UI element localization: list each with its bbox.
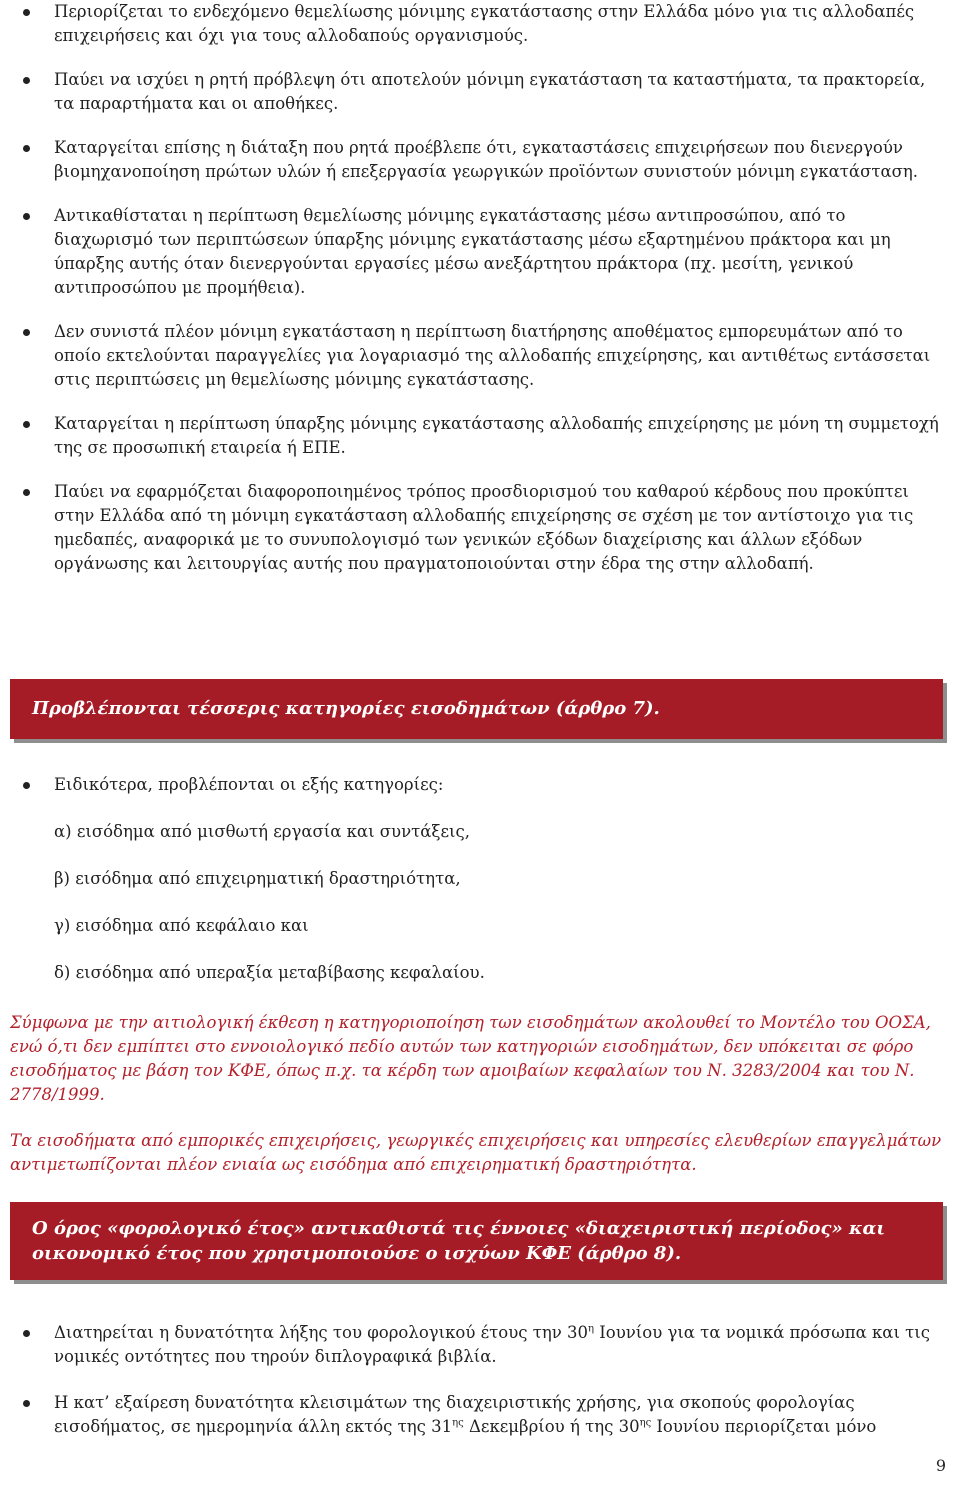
- superscript: ης: [452, 1417, 464, 1429]
- bullet-item: Δεν συνιστά πλέον μόνιμη εγκατάσταση η περίπτωση διατήρησης αποθέματος εμπορευμάτων από το οποίο εκτελούνται παραγγελίες για λογαριασμό της αλλοδαπής επιχείρησης, και αντιθέτως εντάσσεται στις περιπτώσεις μη θεμελίωσης μόνιμης εγκατάστασης.: [0, 320, 960, 392]
- text-run: Διατηρείται η δυνατότητα λήξης του φορολογικού έτους την 30: [54, 1323, 589, 1342]
- text-run: Ιουνίου για τα νομικά πρόσωπα και τις νομικές οντότητες που τηρούν διπλογραφικά βιβλία.: [54, 1323, 930, 1366]
- category-item: δ) εισόδημα από υπεραξία μεταβίβασης κεφαλαίου.: [54, 963, 485, 982]
- bullet-item: Περιορίζεται το ενδεχόμενο θεμελίωσης μόνιμης εγκατάστασης στην Ελλάδα μόνο για τις αλλοδαπές επιχειρήσεις και όχι για τους αλλοδαπούς οργανισμούς.: [0, 0, 960, 48]
- page-number: 9: [935, 1456, 946, 1475]
- bullet-item: Καταργείται επίσης η διάταξη που ρητά προέβλεπε ότι, εγκαταστάσεις επιχειρήσεων που διενεργούν βιομηχανοποίηση πρώτων υλών ή επεξεργασία γεωργικών προϊόντων συνιστούν μόνιμη εγκατάσταση.: [0, 136, 960, 184]
- bullet-item: Αντικαθίσταται η περίπτωση θεμελίωσης μόνιμης εγκατάστασης μέσω αντιπροσώπου, από το διαχωρισμό των περιπτώσεων ύπαρξης μόνιμης εγκατάστασης μέσω εξαρτημένου πράκτορα και μη ύπαρξης αυτής όταν διενεργούνται εργασίες μέσω ανεξάρτητου πράκτορα (πχ. μεσίτη, γενικού αντιπροσώπου με προμήθεια).: [0, 204, 960, 300]
- category-item: α) εισόδημα από μισθωτή εργασία και συντάξεις,: [54, 822, 470, 841]
- bullet-item: Καταργείται η περίπτωση ύπαρξης μόνιμης εγκατάστασης αλλοδαπής επιχείρησης με μόνη τη συμμετοχή της σε προσωπική εταιρεία ή ΕΠΕ.: [0, 412, 960, 460]
- text-run: Ιουνίου περιορίζεται μόνο: [651, 1417, 877, 1436]
- section-banner-income-categories: [10, 679, 943, 739]
- bullet-item: [0, 1321, 960, 1369]
- banner-text: Ο όρος «φορολογικό έτος» αντικαθιστά τις έννοιες «διαχειριστική περίοδος» και οικονομικό έτος που χρησιμοποιούσε ο ισχύων ΚΦΕ (άρθρο 8).: [32, 1218, 886, 1264]
- income-categories-block: [0, 773, 960, 985]
- text-run: Η κατ’ εξαίρεση δυνατότητα κλεισιμάτων της διαχειριστικής χρήσης, για σκοπούς φορολογίας εισοδήματος, σε ημερομηνία άλλη εκτός της 31: [54, 1393, 855, 1436]
- section-banner-tax-year: [10, 1202, 943, 1280]
- bullet-item: [0, 1391, 960, 1439]
- bullet-list-tax-year: [0, 1321, 960, 1461]
- banner-text: Προβλέπονται τέσσερις κατηγορίες εισοδημάτων (άρθρο 7).: [32, 698, 660, 719]
- bullet-list-permanent-establishment: [0, 0, 960, 596]
- oecd-note-paragraph: Σύμφωνα με την αιτιολογική έκθεση η κατηγοριοποίηση των εισοδημάτων ακολουθεί το Μοντέλο του ΟΟΣΑ, ενώ ό,τι δεν εμπίπτει στο εννοιολογικό πεδίο αυτών των κατηγοριών εισοδημάτων, δεν υπόκειται σε φόρο εισοδήματος με βάση τον ΚΦΕ, όπως π.χ. τα κέρδη των αμοιβαίων κεφαλαίων του Ν. 3283/2004 και του Ν. 2778/1999.: [10, 1013, 931, 1104]
- business-income-note-paragraph: Τα εισοδήματα από εμπορικές επιχειρήσεις, γεωργικές επιχειρήσεις και υπηρεσίες ελευθερίων επαγγελμάτων αντιμετωπίζονται πλέον ενιαία ως εισόδημα από επιχειρηματική δραστηριότητα.: [10, 1131, 942, 1174]
- bullet-item: Παύει να εφαρμόζεται διαφοροποιημένος τρόπος προσδιορισμού του καθαρού κέρδους που προκύπτει στην Ελλάδα από τη μόνιμη εγκατάσταση αλλοδαπής επιχείρησης σε σχέση με τον αντίστοιχο για τις ημεδαπές, αναφορικά με το συνυπολογισμό των γενικών εξόδων διαχείρισης και άλλων εξόδων οργάνωσης και λειτουργίας αυτής που πραγματοποιούνται στην έδρα της στην αλλοδαπή.: [0, 480, 960, 576]
- categories-intro: Ειδικότερα, προβλέπονται οι εξής κατηγορίες:: [0, 773, 960, 797]
- bullet-item: Παύει να ισχύει η ρητή πρόβλεψη ότι αποτελούν μόνιμη εγκατάσταση τα καταστήματα, τα πρακτορεία, τα παραρτήματα και οι αποθήκες.: [0, 68, 960, 116]
- superscript: η: [588, 1323, 595, 1335]
- text-run: Δεκεμβρίου ή της 30: [463, 1417, 640, 1436]
- superscript: ης: [639, 1417, 652, 1429]
- category-item: γ) εισόδημα από κεφάλαιο και: [54, 916, 309, 935]
- category-item: β) εισόδημα από επιχειρηματική δραστηριότητα,: [54, 869, 461, 888]
- categories-intro-list: [0, 773, 960, 797]
